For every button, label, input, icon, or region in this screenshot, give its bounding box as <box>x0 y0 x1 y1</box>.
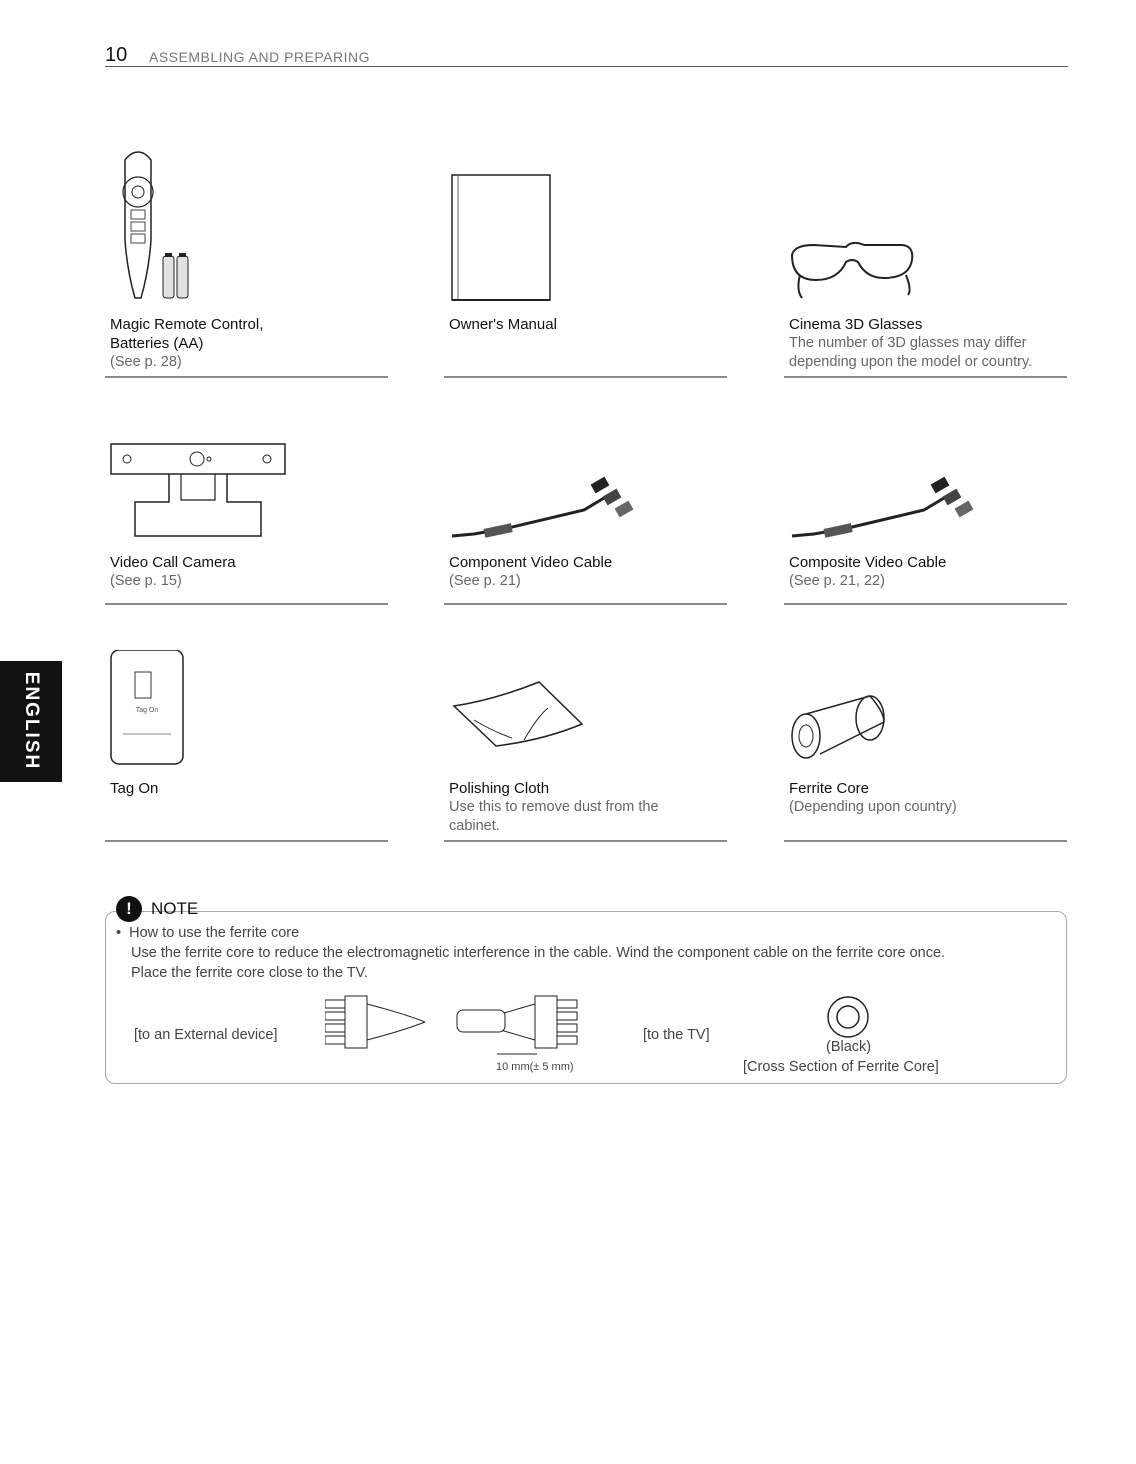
divider <box>784 603 1067 605</box>
tag-on-icon <box>105 650 388 770</box>
item-title: Video Call Camera <box>110 554 236 571</box>
item-subtitle: (Depending upon country) <box>789 799 957 815</box>
item-title: Polishing Cloth <box>449 780 550 797</box>
page-header <box>105 44 1068 67</box>
composite-cable-icon <box>784 440 1067 550</box>
tag-on-icon-label: Tag On <box>135 707 159 714</box>
item-subtitle-line2: depending upon the model or country. <box>789 354 1033 370</box>
item-video-call-camera <box>105 440 388 610</box>
divider <box>784 840 1067 842</box>
cross-section-icon <box>826 995 870 1039</box>
item-title: Owner's Manual <box>449 316 557 333</box>
item-owners-manual <box>444 150 727 380</box>
note-bullet: • How to use the ferrite core <box>116 925 300 941</box>
alert-icon: ! <box>116 896 142 922</box>
cross-section-label: [Cross Section of Ferrite Core] <box>743 1059 939 1075</box>
item-ferrite-core <box>784 650 1067 850</box>
item-3d-glasses <box>784 150 1067 380</box>
divider <box>105 603 388 605</box>
item-subtitle-line2: cabinet. <box>449 818 500 834</box>
note-label: NOTE <box>151 899 199 918</box>
item-component-cable <box>444 440 727 610</box>
item-title-line2: Batteries (AA) <box>110 335 204 352</box>
ferrite-cable-diagram <box>325 994 585 1056</box>
item-title: Composite Video Cable <box>789 554 947 571</box>
item-subtitle: The number of 3D glasses may differ <box>789 335 1027 351</box>
note-line-1: Use the ferrite core to reduce the electromagnetic interference in the cable. Wind the component cable on the ferrite core once. <box>131 945 946 961</box>
language-label: ENGLISH <box>21 671 42 771</box>
distance-label: 10 mm(± 5 mm) <box>496 1061 574 1073</box>
to-tv-label: [to the TV] <box>643 1027 710 1043</box>
divider <box>444 603 727 605</box>
note-bullet-text: How to use the ferrite core <box>129 925 300 941</box>
manual-icon <box>444 150 727 305</box>
ferrite-core-icon <box>784 650 1067 770</box>
divider <box>784 376 1067 378</box>
item-subtitle: (See p. 15) <box>110 573 182 589</box>
page-number: 10 <box>105 44 128 66</box>
item-subtitle: (See p. 21) <box>449 573 521 589</box>
item-subtitle: (See p. 21, 22) <box>789 573 885 589</box>
item-magic-remote <box>105 150 388 380</box>
item-tag-on <box>105 650 388 850</box>
section-title: ASSEMBLING AND PREPARING <box>149 49 371 65</box>
item-title: Cinema 3D Glasses <box>789 316 923 333</box>
item-title: Component Video Cable <box>449 554 613 571</box>
component-cable-icon <box>444 440 727 550</box>
item-subtitle: Use this to remove dust from the <box>449 799 659 815</box>
item-title: Ferrite Core <box>789 780 870 797</box>
item-title: Magic Remote Control, <box>110 316 264 333</box>
item-polishing-cloth <box>444 650 727 850</box>
magic-remote-icon <box>105 150 388 305</box>
camera-icon <box>105 440 388 550</box>
item-subtitle: (See p. 28) <box>110 354 182 370</box>
black-label: (Black) <box>826 1039 872 1055</box>
item-composite-cable <box>784 440 1067 610</box>
divider <box>105 840 388 842</box>
external-device-label: [to an External device] <box>134 1027 278 1043</box>
glasses-icon <box>784 150 1067 305</box>
language-tab <box>0 661 62 782</box>
polishing-cloth-icon <box>444 650 727 770</box>
divider <box>444 376 727 378</box>
item-title: Tag On <box>110 780 159 797</box>
note-line-2: Place the ferrite core close to the TV. <box>131 965 368 981</box>
note-header <box>116 896 199 922</box>
divider <box>444 840 727 842</box>
divider <box>105 376 388 378</box>
